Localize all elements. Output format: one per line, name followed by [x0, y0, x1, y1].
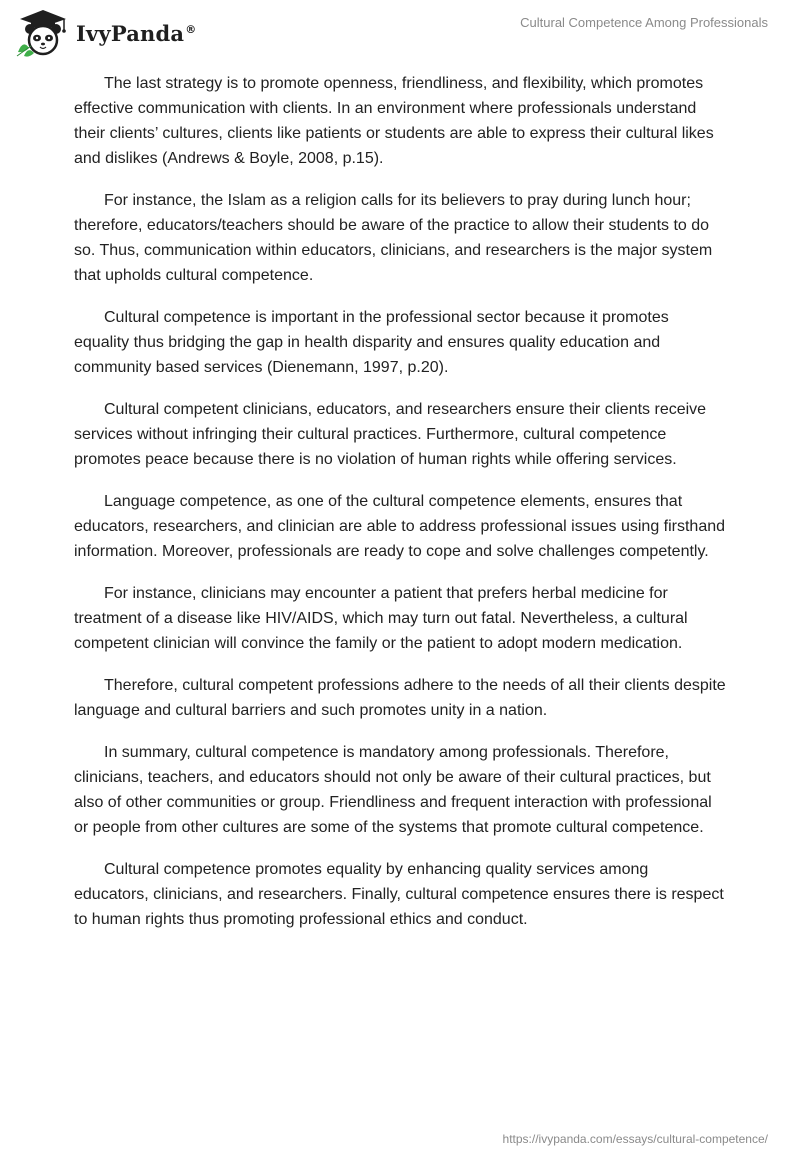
- ivypanda-logo[interactable]: [14, 8, 196, 58]
- page-header: [0, 0, 800, 60]
- paragraph: Therefore, cultural competent professions adhere to the needs of all their clients despite language and cultural barriers and such promotes unity in a nation.: [74, 677, 726, 719]
- paragraph: Cultural competence promotes equality by enhancing quality services among educators, clinicians, and researchers. Finally, cultural competence ensures there is respect to human rights thus promoting professional ethics and conduct.: [74, 861, 724, 928]
- paragraph: Language competence, as one of the cultural competence elements, ensures that educators, researchers, and clinician are able to address professional issues using firsthand information. Moreover, professionals are ready to cope and solve challenges competently.: [74, 493, 726, 560]
- paragraph: The last strategy is to promote openness, friendliness, and flexibility, which promotes effective communication with clients. In an environment where professionals understand their clients’ cultures, clients like patients or students are able to express their cultural likes and dislikes (Andrews & Boyle, 2008, p.15).: [74, 75, 714, 167]
- registered-mark: ®: [185, 22, 197, 36]
- paragraph: For instance, the Islam as a religion calls for its believers to pray during lunch hour; therefore, educators/teachers should be aware of the practice to allow their students to do so. Thus, communication within educators, clinicians, and researchers is the major system that upholds cultural competence.: [74, 192, 713, 284]
- source-url-link[interactable]: https://ivypanda.com/essays/cultural-competence/: [502, 1132, 768, 1146]
- panda-graduate-icon: [14, 8, 72, 58]
- document-title: Cultural Competence Among Professionals: [520, 15, 768, 30]
- logo-text: IvyPanda®: [76, 20, 197, 46]
- paragraph: In summary, cultural competence is mandatory among professionals. Therefore, clinicians, teachers, and educators should not only be aware of their cultural practices, but also of other communities or group. Friendliness and frequent interaction with professional or people from other cultures are some of the systems that promote cultural competence.: [74, 744, 712, 836]
- paragraph: Cultural competence is important in the professional sector because it promotes equality thus bridging the gap in health disparity and ensures quality education and community based services (Dienemann, 1997, p.20).: [74, 309, 669, 376]
- paragraph: For instance, clinicians may encounter a patient that prefers herbal medicine for treatment of a disease like HIV/AIDS, which may turn out fatal. Nevertheless, a cultural competent clinician will convince the family or the patient to adopt modern medication.: [74, 585, 688, 652]
- paragraph: Cultural competent clinicians, educators, and researchers ensure their clients receive services without infringing their cultural practices. Furthermore, cultural competence promotes peace because there is no violation of human rights while offering services.: [74, 401, 707, 468]
- essay-body: [74, 71, 726, 949]
